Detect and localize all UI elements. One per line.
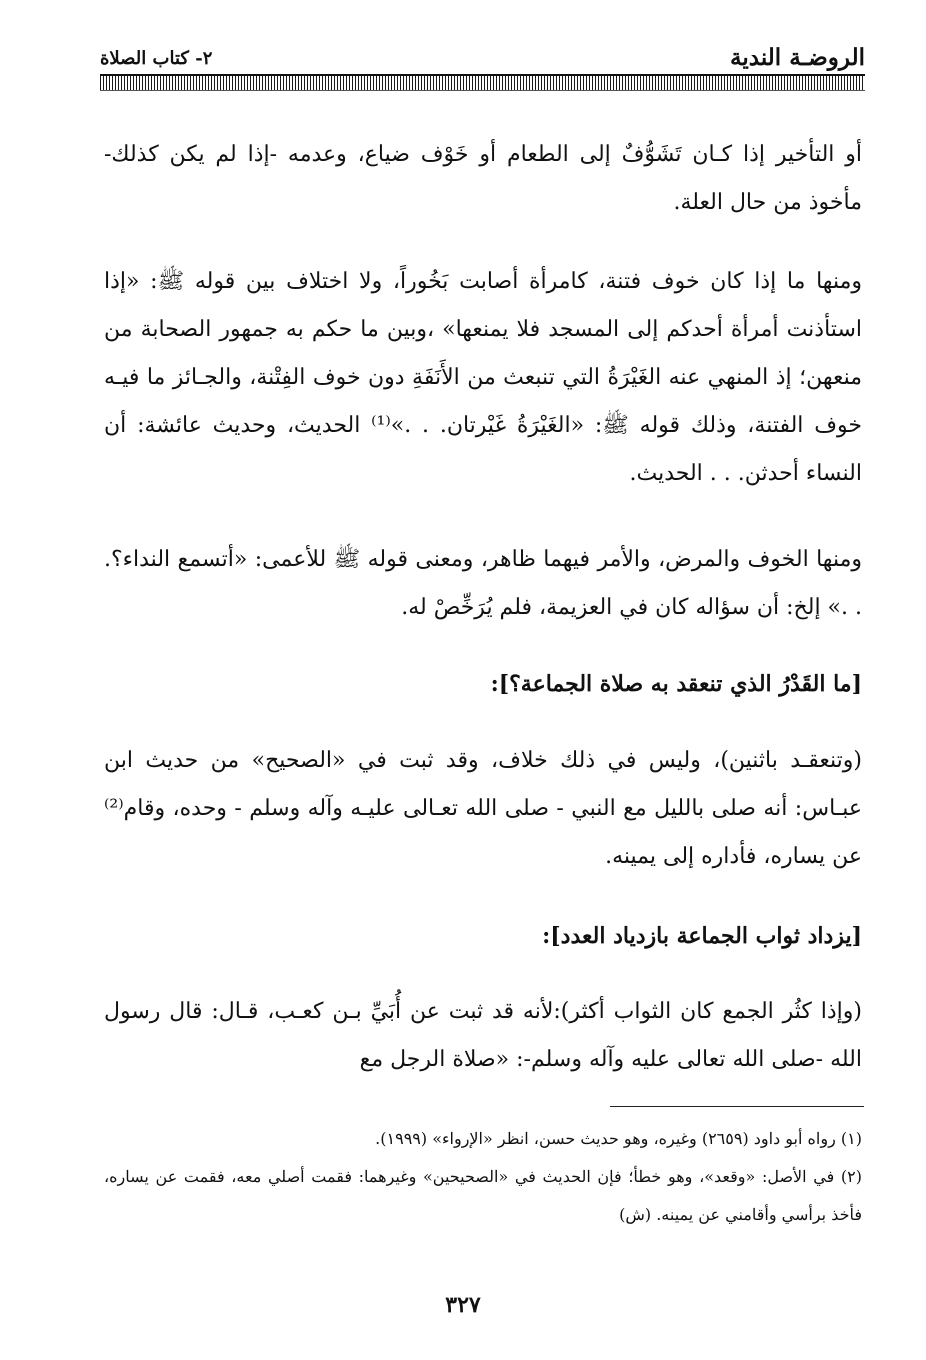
paragraph-3 (104, 536, 862, 632)
paragraph-text: ومنها ما إذا كان خوف فتنة، كامرأة أصابت بَخُوراً، ولا اختلاف بين قوله ﷺ: «إذا استأذنت أمرأة أحدكم إلى المسجد فلا يمنعها» ،وبين ما حكم به جمهور الصحابة من منعهن؛ إذ المنهي عنه الغَيْرَةُ التي تنبعث من الأَنَفَةِ دون خوف الفِتْنة، والجـائز ما فيـه خوف الفتنة، وذلك قوله ﷺ: «الغَيْرَةُ غَيْرتان. . .»⁽¹⁾ الحديث، وحديث عائشة: أن النساء أحدثن. . . الحديث. (104, 269, 862, 486)
heading-text: [ما القَدْرُ الذي تنعقد به صلاة الجماعة؟]: (490, 671, 862, 697)
footnotes (104, 1120, 862, 1234)
heading-text: [يزداد ثواب الجماعة بازدياد العدد]: (542, 923, 862, 949)
running-header (100, 40, 865, 78)
section-heading-reward (104, 912, 862, 960)
chapter-title: ٢- كتاب الصلاة (100, 48, 213, 69)
book-title: الروضـة الندية (730, 44, 865, 71)
footnote-separator (610, 1106, 864, 1107)
paragraph-text: (وتنعقـد باثنين)، وليس في ذلك خلاف، وقد ثبت في «الصحيح» من حديث ابن عبـاس: أنه صلى بالليل مع النبي - صلى الله تعـالى عليـه وآله وسلم - وحده، وقام⁽²⁾ عن يساره، فأداره إلى يمينه. (104, 748, 862, 869)
paragraph-text: أو التأخير إذا كـان تَشَوُّفٌ إلى الطعام أو خَوْف ضياع، وعدمه -إذا لم يكن كذلك- مأخوذ من حال العلة. (104, 142, 862, 215)
page-number: ٣٢٧ (445, 1292, 481, 1318)
paragraph-4 (104, 737, 862, 881)
paragraph-1 (104, 131, 862, 227)
paragraph-text: ومنها الخوف والمرض، والأمر فيهما ظاهر، ومعنى قوله ﷺ للأعمى: «أتسمع النداء؟. . .» إلخ: أن سؤاله كان في العزيمة، فلم يُرَخِّصْ له. (104, 547, 862, 620)
paragraph-text: (وإذا كثُر الجمع كان الثواب أكثر):لأنه قد ثبت عن أُبَيِّ بـن كعـب، قـال: قال رسول الله -صلى الله تعالى عليه وآله وسلم-: «صلاة الرجل مع (104, 999, 862, 1072)
section-heading-quorum (104, 660, 862, 708)
paragraph-2 (104, 258, 862, 498)
footnote-2: (٢) في الأصل: «وقعد»، وهو خطأ؛ فإن الحديث في «الصحيحين» وغيرهما: فقمت أصلي معه، فقمت عن يساره، فأخذ برأسي وأقامني عن يمينه. (ش) (104, 1167, 862, 1224)
paragraph-5 (104, 988, 862, 1084)
footnote-1: (١) رواه أبو داود (٢٦٥٩) وغيره، وهو حديث حسن، انظر «الإرواء» (١٩٩٩). (375, 1129, 862, 1148)
header-rule (100, 74, 865, 91)
